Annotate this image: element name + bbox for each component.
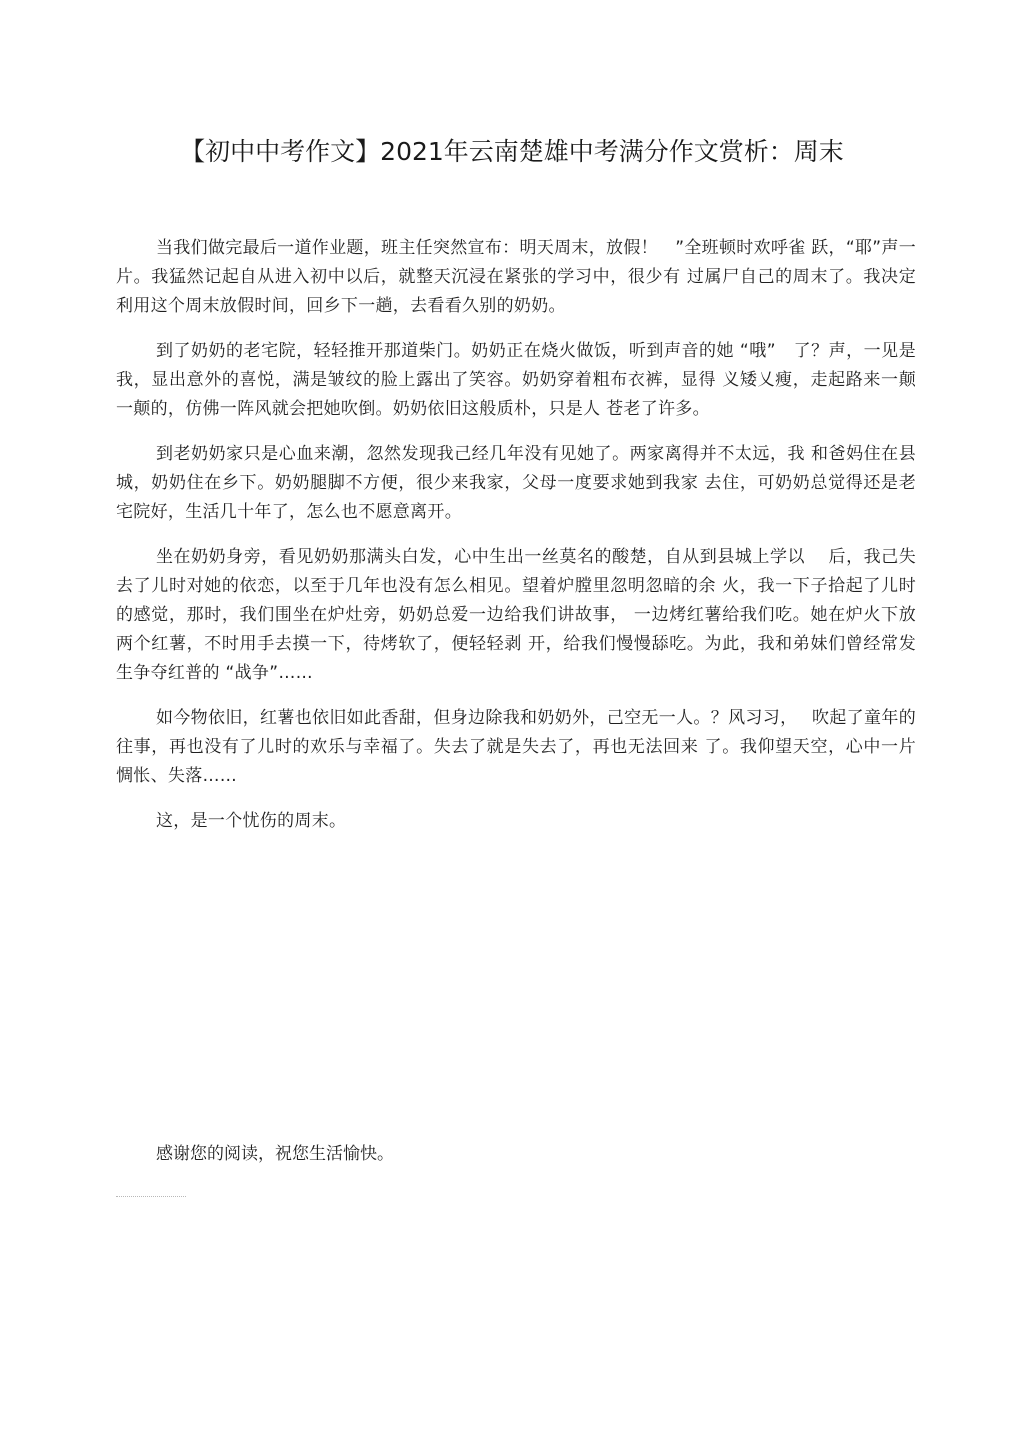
paragraph-5: 如今物依旧，红薯也依旧如此香甜，但身边除我和奶奶外，己空无一人。？风习习， 吹起了童年的往事，再也没有了儿时的欢乐与幸福了。失去了就是失去了，再也无法回来 了。我仰望天空，心中一片惆怅、失落…… xyxy=(116,708,916,786)
footer-divider xyxy=(116,1196,186,1197)
paragraph-1: 当我们做完最后一道作业题，班主任突然宣布：明天周末，放假！ ”全班顿时欢呼雀 跃，“耶”声一片。我猛然记起自从进入初中以后，就整天沉浸在紧张的学习中，很少有 过属尸自己的周末了。我决定利用这个周末放假时间，回乡下一趟，去看看久别的奶奶。 xyxy=(116,238,916,316)
essay-body xyxy=(116,234,916,852)
paragraph-2: 到了奶奶的老宅院，轻轻推开那道柴门。奶奶正在烧火做饭，听到声音的她 “哦” 了？声，一见是我，显出意外的喜悦，满是皱纹的脸上露出了笑容。奶奶穿着粗布衣裤，显得 义矮乂瘦，走起路来一颠一颠的，仿佛一阵风就会把她吹倒。奶奶依旧这般质朴，只是人 苍老了许多。 xyxy=(116,341,916,419)
paragraph-3: 到老奶奶家只是心血来潮，忽然发现我己经几年没有见她了。两家离得并不太远，我 和爸妈住在县城，奶奶住在乡下。奶奶腿脚不方便，很少来我家，父母一度要求她到我家 去住，可奶奶总觉得还是老宅院好，生活几十年了，怎么也不愿意离开。 xyxy=(116,444,916,522)
paragraph-4: 坐在奶奶身旁，看见奶奶那满头白发，心中生出一丝莫名的酸楚，自从到县城上学以 后，我己失去了儿时对她的依恋，以至于几年也没有怎么相见。望着炉膛里忽明忽暗的余 火，我一下子拾起了儿时的感觉，那时，我们围坐在炉灶旁，奶奶总爱一边给我们讲故事， 一边烤红薯给我们吃。她在炉火下放两个红薯，不时用手去摸一下，待烤软了，便轻轻剥 开，给我们慢慢舔吃。为此，我和弟妹们曾经常发生争夺红普的 “战争”…… xyxy=(116,547,916,683)
document-title: 【初中中考作文】2021年云南楚雄中考满分作文赏析：周末 xyxy=(180,137,844,166)
paragraph-6: 这，是一个忧伤的周末。 xyxy=(156,811,347,831)
closing-line: 感谢您的阅读，祝您生活愉快。 xyxy=(156,1144,394,1164)
